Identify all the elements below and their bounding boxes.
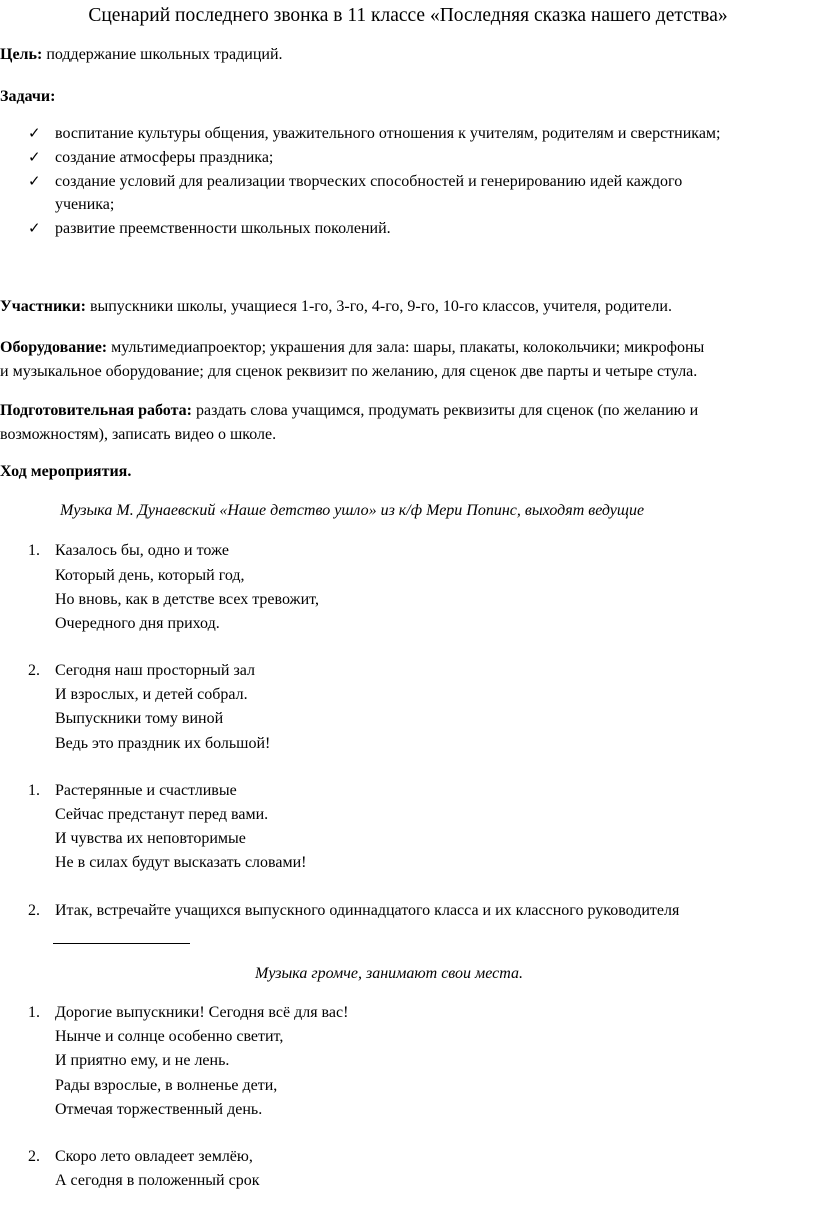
prep-line	[0, 400, 698, 422]
verse-line: А сегодня в положенный срок	[55, 1172, 260, 1189]
participants-text: выпускники школы, учащиеся 1-го, 3-го, 4-го, 9-го, 10-го классов, учителя, родители.	[85, 298, 672, 315]
participants-line	[0, 296, 672, 318]
music-note: Музыка громче, занимают свои места.	[255, 965, 523, 982]
verse-line: Казалось бы, одно и тоже	[55, 542, 229, 559]
verse-number: 1.	[28, 782, 40, 799]
verse-line: Нынче и солнце особенно светит,	[55, 1028, 284, 1045]
verse-line: Сегодня наш просторный зал	[55, 662, 255, 679]
blank-underline	[53, 943, 190, 944]
verse-line: Отмечая торжественный день.	[55, 1101, 263, 1118]
prep-label: Подготовительная работа:	[0, 402, 192, 419]
verse-line: Рады взрослые, в волненье дети,	[55, 1077, 278, 1094]
verse-line: Но вновь, как в детстве всех тревожит,	[55, 591, 319, 608]
goal-text: поддержание школьных традиций.	[42, 46, 283, 63]
checkmark-icon: ✓	[28, 150, 41, 166]
verse-line: Сейчас предстанут перед вами.	[55, 806, 269, 823]
verse-number: 1.	[28, 542, 40, 559]
prep-text: раздать слова учащимся, продумать реквизиты для сценок (по желанию и	[191, 402, 699, 419]
participants-label: Участники:	[0, 298, 86, 315]
verse-number: 2.	[28, 902, 40, 919]
verse-number: 2.	[28, 662, 40, 679]
tasks-label: Задачи:	[0, 88, 56, 105]
document-title: Сценарий последнего звонка в 11 классе «Последняя сказка нашего детства»	[88, 5, 728, 26]
verse-number: 1.	[28, 1004, 40, 1021]
verse-line: И чувства их неповторимые	[55, 830, 246, 847]
task-item-continuation: ученика;	[55, 196, 115, 213]
verse-number: 2.	[28, 1148, 40, 1165]
prep-text-continuation: возможностям), записать видео о школе.	[0, 426, 277, 443]
equipment-line	[0, 337, 704, 359]
verse-line: И взрослых, и детей собрал.	[55, 686, 248, 703]
verse-line: Дорогие выпускники! Сегодня всё для вас!	[55, 1004, 349, 1021]
task-item: создание атмосферы праздника;	[55, 149, 274, 166]
equipment-text-continuation: и музыкальное оборудование; для сценок реквизит по желанию, для сценок две парты и четыре стула.	[0, 363, 698, 380]
goal-line	[0, 44, 283, 66]
goal-label: Цель:	[0, 46, 43, 63]
verse-line: Не в силах будут высказать словами!	[55, 854, 307, 871]
checkmark-icon: ✓	[28, 174, 41, 190]
equipment-text: мультимедиапроектор; украшения для зала: шары, плакаты, колокольчики; микрофоны	[107, 339, 705, 356]
verse-line: Скоро лето овладеет землёю,	[55, 1148, 253, 1165]
course-heading: Ход мероприятия.	[0, 463, 132, 480]
task-item: воспитание культуры общения, уважительного отношения к учителям, родителям и сверстникам;	[55, 125, 721, 142]
task-item: развитие преемственности школьных поколений.	[55, 220, 391, 237]
verse-line: Итак, встречайте учащихся выпускного одиннадцатого класса и их классного руководителя	[55, 902, 680, 919]
music-note: Музыка М. Дунаевский «Наше детство ушло» из к/ф Мери Попинс, выходят ведущие	[60, 502, 645, 519]
verse-line: И приятно ему, и не лень.	[55, 1052, 230, 1069]
verse-line: Ведь это праздник их большой!	[55, 735, 271, 752]
checkmark-icon: ✓	[28, 221, 41, 237]
verse-line: Выпускники тому виной	[55, 710, 224, 727]
verse-line: Который день, который год,	[55, 567, 245, 584]
verse-line: Растерянные и счастливые	[55, 782, 237, 799]
verse-line: Очередного дня приход.	[55, 615, 220, 632]
checkmark-icon: ✓	[28, 126, 41, 142]
task-item: создание условий для реализации творческих способностей и генерированию идей каждого	[55, 173, 683, 190]
equipment-label: Оборудование:	[0, 339, 108, 356]
